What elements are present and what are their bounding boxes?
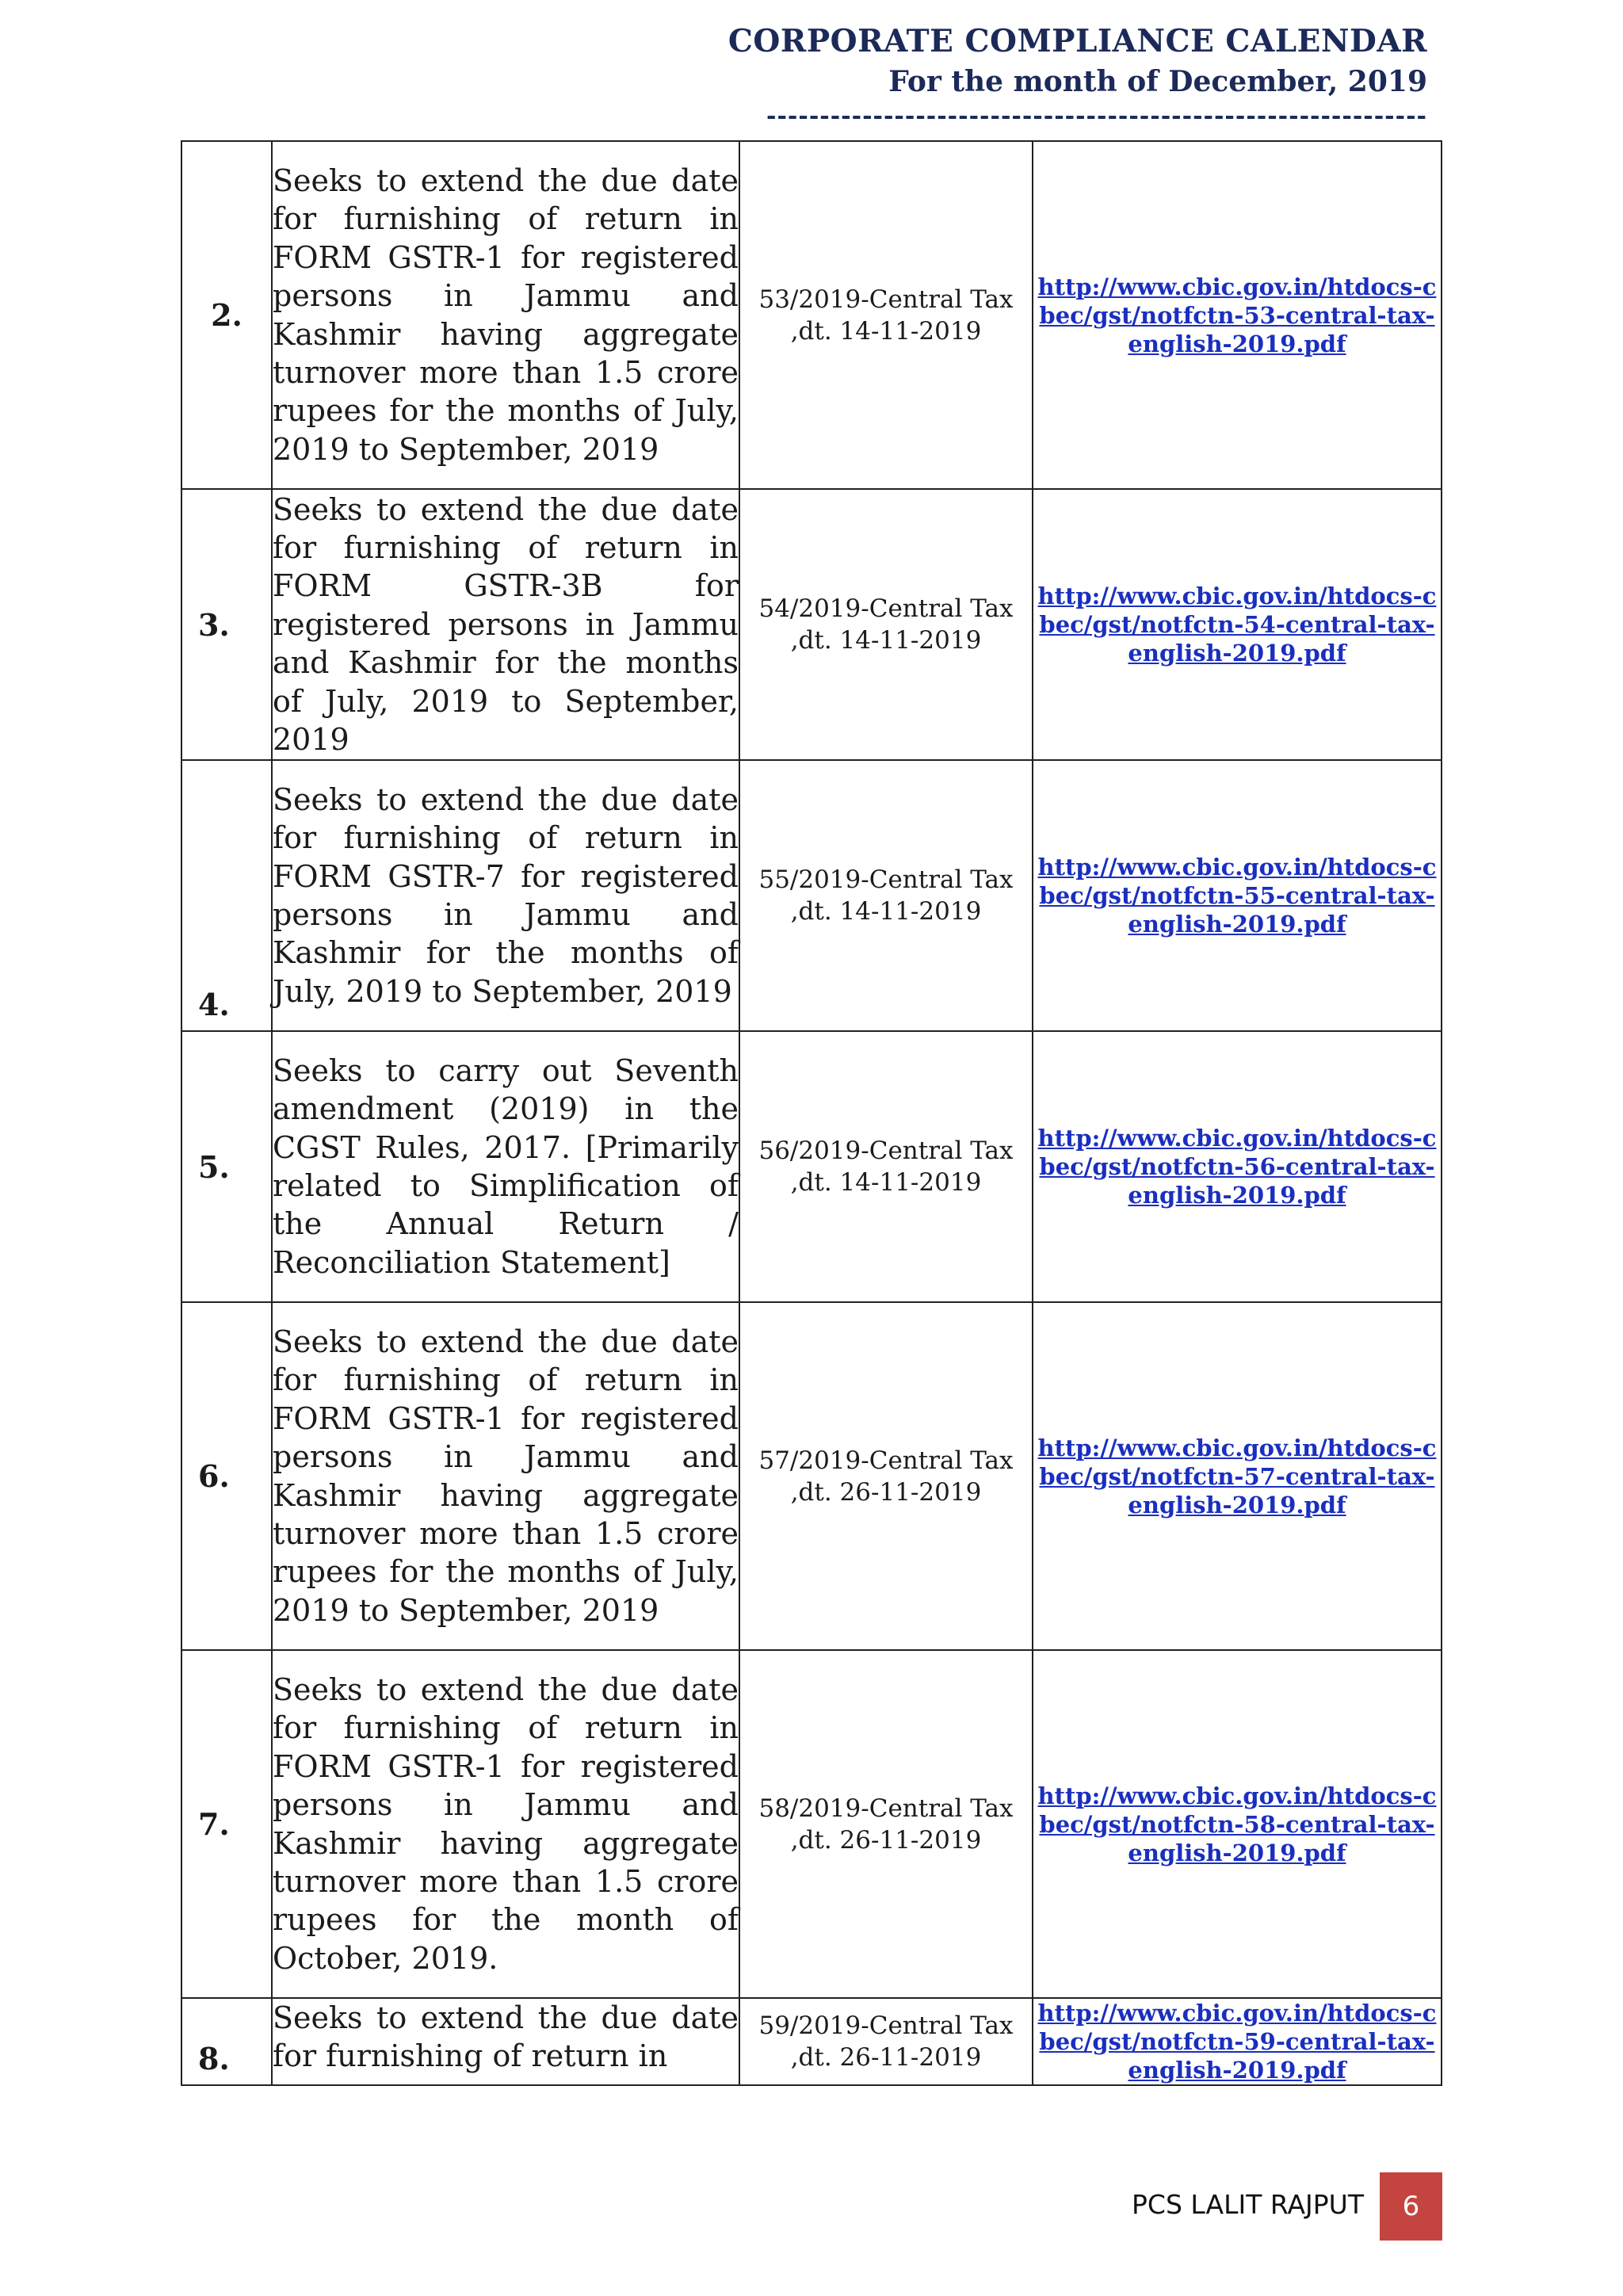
table-row [181,1302,1442,1650]
notification-cell [739,141,1033,489]
footer-author: PCS LALIT RAJPUT [1132,2189,1364,2220]
serial-number: 8. [181,1998,272,2085]
table-row [181,1650,1442,1998]
link-cell [1033,760,1442,1031]
description-cell [272,141,739,489]
link-cell [1033,1302,1442,1650]
serial-number: 2. [181,141,272,489]
notification-link[interactable]: http://www.cbic.gov.in/htdocs-cbec/gst/notfctn-58-central-tax-english-2019.pdf [1037,1782,1437,1866]
description-text: Seeks to carry out Seventh amendment (2019) in the CGST Rules, 2017. [Primarily related to Simplification of the Annual Return / Reconciliation Statement] [273,1052,739,1280]
link-cell [1033,1650,1442,1998]
description-text: Seeks to extend the due date for furnishing of return in FORM GSTR-1 for registered persons in Jammu and Kashmir having aggregate turnover more than 1.5 crore rupees for the months of July, 2019 to September, 2019 [273,1324,739,1628]
document-subtitle: For the month of December, 2019 [888,65,1427,98]
notification-number: 53/2019-Central Tax [758,285,1014,314]
serial-number: 5. [181,1031,272,1302]
serial-number: 6. [181,1302,272,1650]
notification-number: 54/2019-Central Tax [758,594,1014,623]
notification-link[interactable]: http://www.cbic.gov.in/htdocs-cbec/gst/notfctn-59-central-tax-english-2019.pdf [1037,2000,1437,2084]
description-cell [272,760,739,1031]
notification-link[interactable]: http://www.cbic.gov.in/htdocs-cbec/gst/notfctn-54-central-tax-english-2019.pdf [1037,583,1437,667]
description-text: Seeks to extend the due date for furnishing of return in FORM GSTR-1 for registered persons in Jammu and Kashmir having aggregate turnover more than 1.5 crore rupees for the month of October, 2019. [273,1671,739,1976]
notification-cell [739,489,1033,760]
link-cell [1033,489,1442,760]
notification-number: 57/2019-Central Tax [758,1446,1014,1475]
notification-date: ,dt. 26-11-2019 [790,1477,982,1507]
notification-cell [739,1650,1033,1998]
serial-number: 7. [181,1650,272,1998]
description-cell [272,1998,739,2085]
table-row [181,760,1442,1031]
description-cell [272,489,739,760]
notification-date: ,dt. 14-11-2019 [790,897,982,926]
header-rule: -------------------------------------------------------------- [766,102,1427,130]
notification-number: 55/2019-Central Tax [758,865,1014,894]
description-text: Seeks to extend the due date for furnishing of return in FORM GSTR-1 for registered persons in Jammu and Kashmir having aggregate turnover more than 1.5 crore rupees for the months of July, 2019 to September, 2019 [273,162,739,467]
compliance-table [181,140,1442,2086]
link-cell [1033,1998,1442,2085]
link-cell [1033,141,1442,489]
description-cell [272,1650,739,1998]
page-number-badge: 6 [1380,2172,1442,2241]
description-text: Seeks to extend the due date for furnishing of return in FORM GSTR-3B for registered persons in Jammu and Kashmir for the months of July, 2019 to September, 2019 [273,491,739,758]
notification-number: 56/2019-Central Tax [758,1137,1014,1165]
serial-number: 3. [181,489,272,760]
notification-link[interactable]: http://www.cbic.gov.in/htdocs-cbec/gst/notfctn-56-central-tax-english-2019.pdf [1037,1125,1437,1209]
notification-number: 58/2019-Central Tax [758,1794,1014,1823]
table-row [181,1031,1442,1302]
description-cell [272,1031,739,1302]
document-title: CORPORATE COMPLIANCE CALENDAR [727,23,1427,59]
description-cell [272,1302,739,1650]
table-row [181,1998,1442,2085]
notification-date: ,dt. 26-11-2019 [790,2043,982,2072]
notification-date: ,dt. 14-11-2019 [790,316,982,346]
notification-number: 59/2019-Central Tax [758,2011,1014,2040]
notification-link[interactable]: http://www.cbic.gov.in/htdocs-cbec/gst/notfctn-53-central-tax-english-2019.pdf [1037,273,1437,357]
notification-cell [739,1302,1033,1650]
serial-number: 4. [181,760,272,1031]
notification-date: ,dt. 26-11-2019 [790,1825,982,1855]
page-header [728,21,1427,130]
table-row [181,141,1442,489]
link-cell [1033,1031,1442,1302]
description-text: Seeks to extend the due date for furnishing of return in [273,2000,739,2074]
notification-link[interactable]: http://www.cbic.gov.in/htdocs-cbec/gst/notfctn-57-central-tax-english-2019.pdf [1037,1434,1437,1519]
description-text: Seeks to extend the due date for furnishing of return in FORM GSTR-7 for registered persons in Jammu and Kashmir for the months of July, 2019 to September, 2019 [273,781,739,1009]
notification-cell [739,760,1033,1031]
notification-link[interactable]: http://www.cbic.gov.in/htdocs-cbec/gst/notfctn-55-central-tax-english-2019.pdf [1037,854,1437,938]
table-row [181,489,1442,760]
notification-date: ,dt. 14-11-2019 [790,1168,982,1197]
notification-cell [739,1998,1033,2085]
notification-date: ,dt. 14-11-2019 [790,626,982,655]
notification-cell [739,1031,1033,1302]
